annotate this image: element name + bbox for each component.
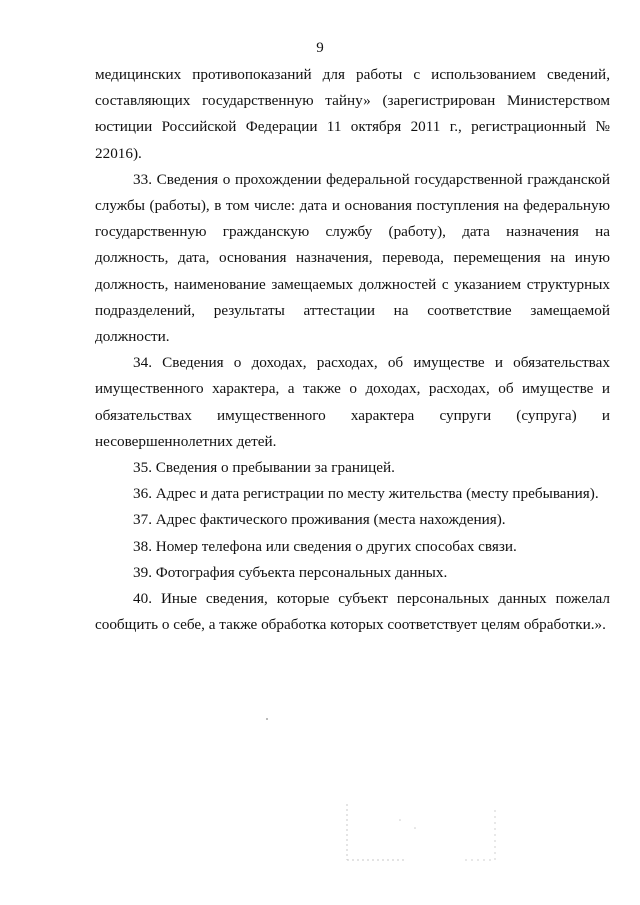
page-number: 9 bbox=[316, 40, 324, 56]
document-body bbox=[95, 62, 610, 638]
scan-speck bbox=[266, 718, 268, 720]
paragraph-continuation: медицинских противопоказаний для работы с использованием сведений, составляющих государственную тайну» (зарегистрирован Министерством юстиции Российской Федерации 11 октября 2011 г., регистрационный № 22016). bbox=[95, 66, 610, 162]
paragraph-item-34: 34. Сведения о доходах, расходах, об имуществе и обязательствах имущественного характера, а также о доходах, расходах, об имуществе и обязательствах имущественного характера супруги (супруга) и несовершеннолетних детей. bbox=[95, 354, 610, 450]
paragraph-item-37: 37. Адрес фактического проживания (места нахождения). bbox=[133, 511, 506, 529]
paragraph-item-35: 35. Сведения о пребывании за границей. bbox=[133, 459, 395, 477]
paragraph-item-33: 33. Сведения о прохождении федеральной государственной гражданской службы (работы), в том числе: дата и основания поступления на федеральную государственную гражданскую службу (работу), дата назначения на должность, дата, основания назначения, перевода, перемещения на иную должность, наименование замещаемых должностей с указанием структурных подразделений, результаты аттестации на соответствие замещаемой должности. bbox=[95, 170, 610, 346]
paragraph-item-36: 36. Адрес и дата регистрации по месту жительства (месту пребывания). bbox=[133, 485, 599, 503]
paragraph-item-38: 38. Номер телефона или сведения о других способах связи. bbox=[133, 537, 517, 555]
faint-stamp-mark bbox=[345, 800, 505, 862]
paragraph-item-40: 40. Иные сведения, которые субъект персональных данных пожелал сообщить о себе, а также обработка которых соответствует целям обработки.». bbox=[95, 590, 610, 634]
paragraph-item-39: 39. Фотография субъекта персональных данных. bbox=[133, 563, 448, 581]
